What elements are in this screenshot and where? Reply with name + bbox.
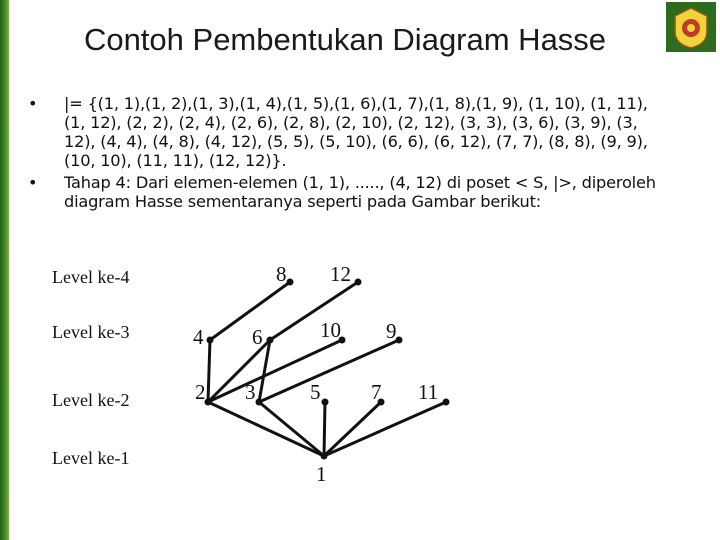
hasse-edge-2-4 bbox=[208, 340, 210, 402]
level-3-label: Level ke-3 bbox=[52, 322, 130, 342]
diagram-edges bbox=[208, 282, 446, 456]
slide-title: Contoh Pembentukan Diagram Hasse bbox=[83, 22, 607, 57]
hasse-edge-1-2 bbox=[208, 402, 324, 456]
node-dot-5 bbox=[322, 399, 329, 406]
node-label-7: 7 bbox=[371, 380, 382, 404]
level-4-label: Level ke-4 bbox=[52, 267, 130, 287]
node-dot-8 bbox=[287, 279, 294, 286]
node-label-1: 1 bbox=[316, 462, 327, 486]
hasse-edge-1-5 bbox=[324, 402, 325, 456]
hasse-edge-1-11 bbox=[324, 402, 446, 456]
bullet-dot-icon: • bbox=[28, 94, 38, 113]
bullet-dot-icon: • bbox=[28, 173, 38, 192]
node-label-2: 2 bbox=[195, 380, 206, 404]
level-2-label: Level ke-2 bbox=[52, 390, 130, 410]
bullet-text: Tahap 4: Dari elemen-elemen (1, 1), ....., (4, 12) di poset < S, |>, diperoleh diagram Hasse sementaranya seperti pada Gambar berikut: bbox=[64, 173, 656, 211]
node-dot-2 bbox=[205, 399, 212, 406]
node-label-8: 8 bbox=[276, 262, 287, 286]
level-1-label: Level ke-1 bbox=[52, 448, 130, 468]
node-label-11: 11 bbox=[418, 380, 439, 404]
node-dot-12 bbox=[355, 279, 362, 286]
node-label-4: 4 bbox=[193, 325, 204, 349]
node-dot-4 bbox=[207, 337, 214, 344]
hasse-edge-4-8 bbox=[210, 282, 290, 340]
hasse-edge-2-10 bbox=[208, 340, 342, 402]
node-dot-11 bbox=[443, 399, 450, 406]
node-label-5: 5 bbox=[310, 380, 321, 404]
bullet-text: |= {(1, 1),(1, 2),(1, 3),(1, 4),(1, 5),(1, 6),(1, 7),(1, 8),(1, 9), (1, 10), (1, 11), (1, 12), (2, 2), (2, 4), (2, 6), (2, 8), (2, 10), (2, 12), (3, 3), (3, 6), (3, 9), (3, 12), (4, 4), (4, 8), (4, 12), (5, 5), (5, 10), (6, 6), (6, 12), (7, 7), (8, 8), (9, 9), (10, 10), (11, 11), (12, 12)}. bbox=[64, 94, 648, 170]
node-label-3: 3 bbox=[245, 380, 256, 404]
node-dot-1 bbox=[321, 453, 328, 460]
node-label-9: 9 bbox=[386, 319, 397, 343]
hasse-edge-1-7 bbox=[324, 402, 381, 456]
node-label-6: 6 bbox=[252, 325, 263, 349]
hasse-edge-6-12 bbox=[270, 282, 358, 340]
node-dot-9 bbox=[396, 337, 403, 344]
node-dot-3 bbox=[256, 399, 263, 406]
node-label-10: 10 bbox=[320, 318, 341, 342]
node-label-12: 12 bbox=[330, 262, 351, 286]
node-dot-6 bbox=[267, 337, 274, 344]
